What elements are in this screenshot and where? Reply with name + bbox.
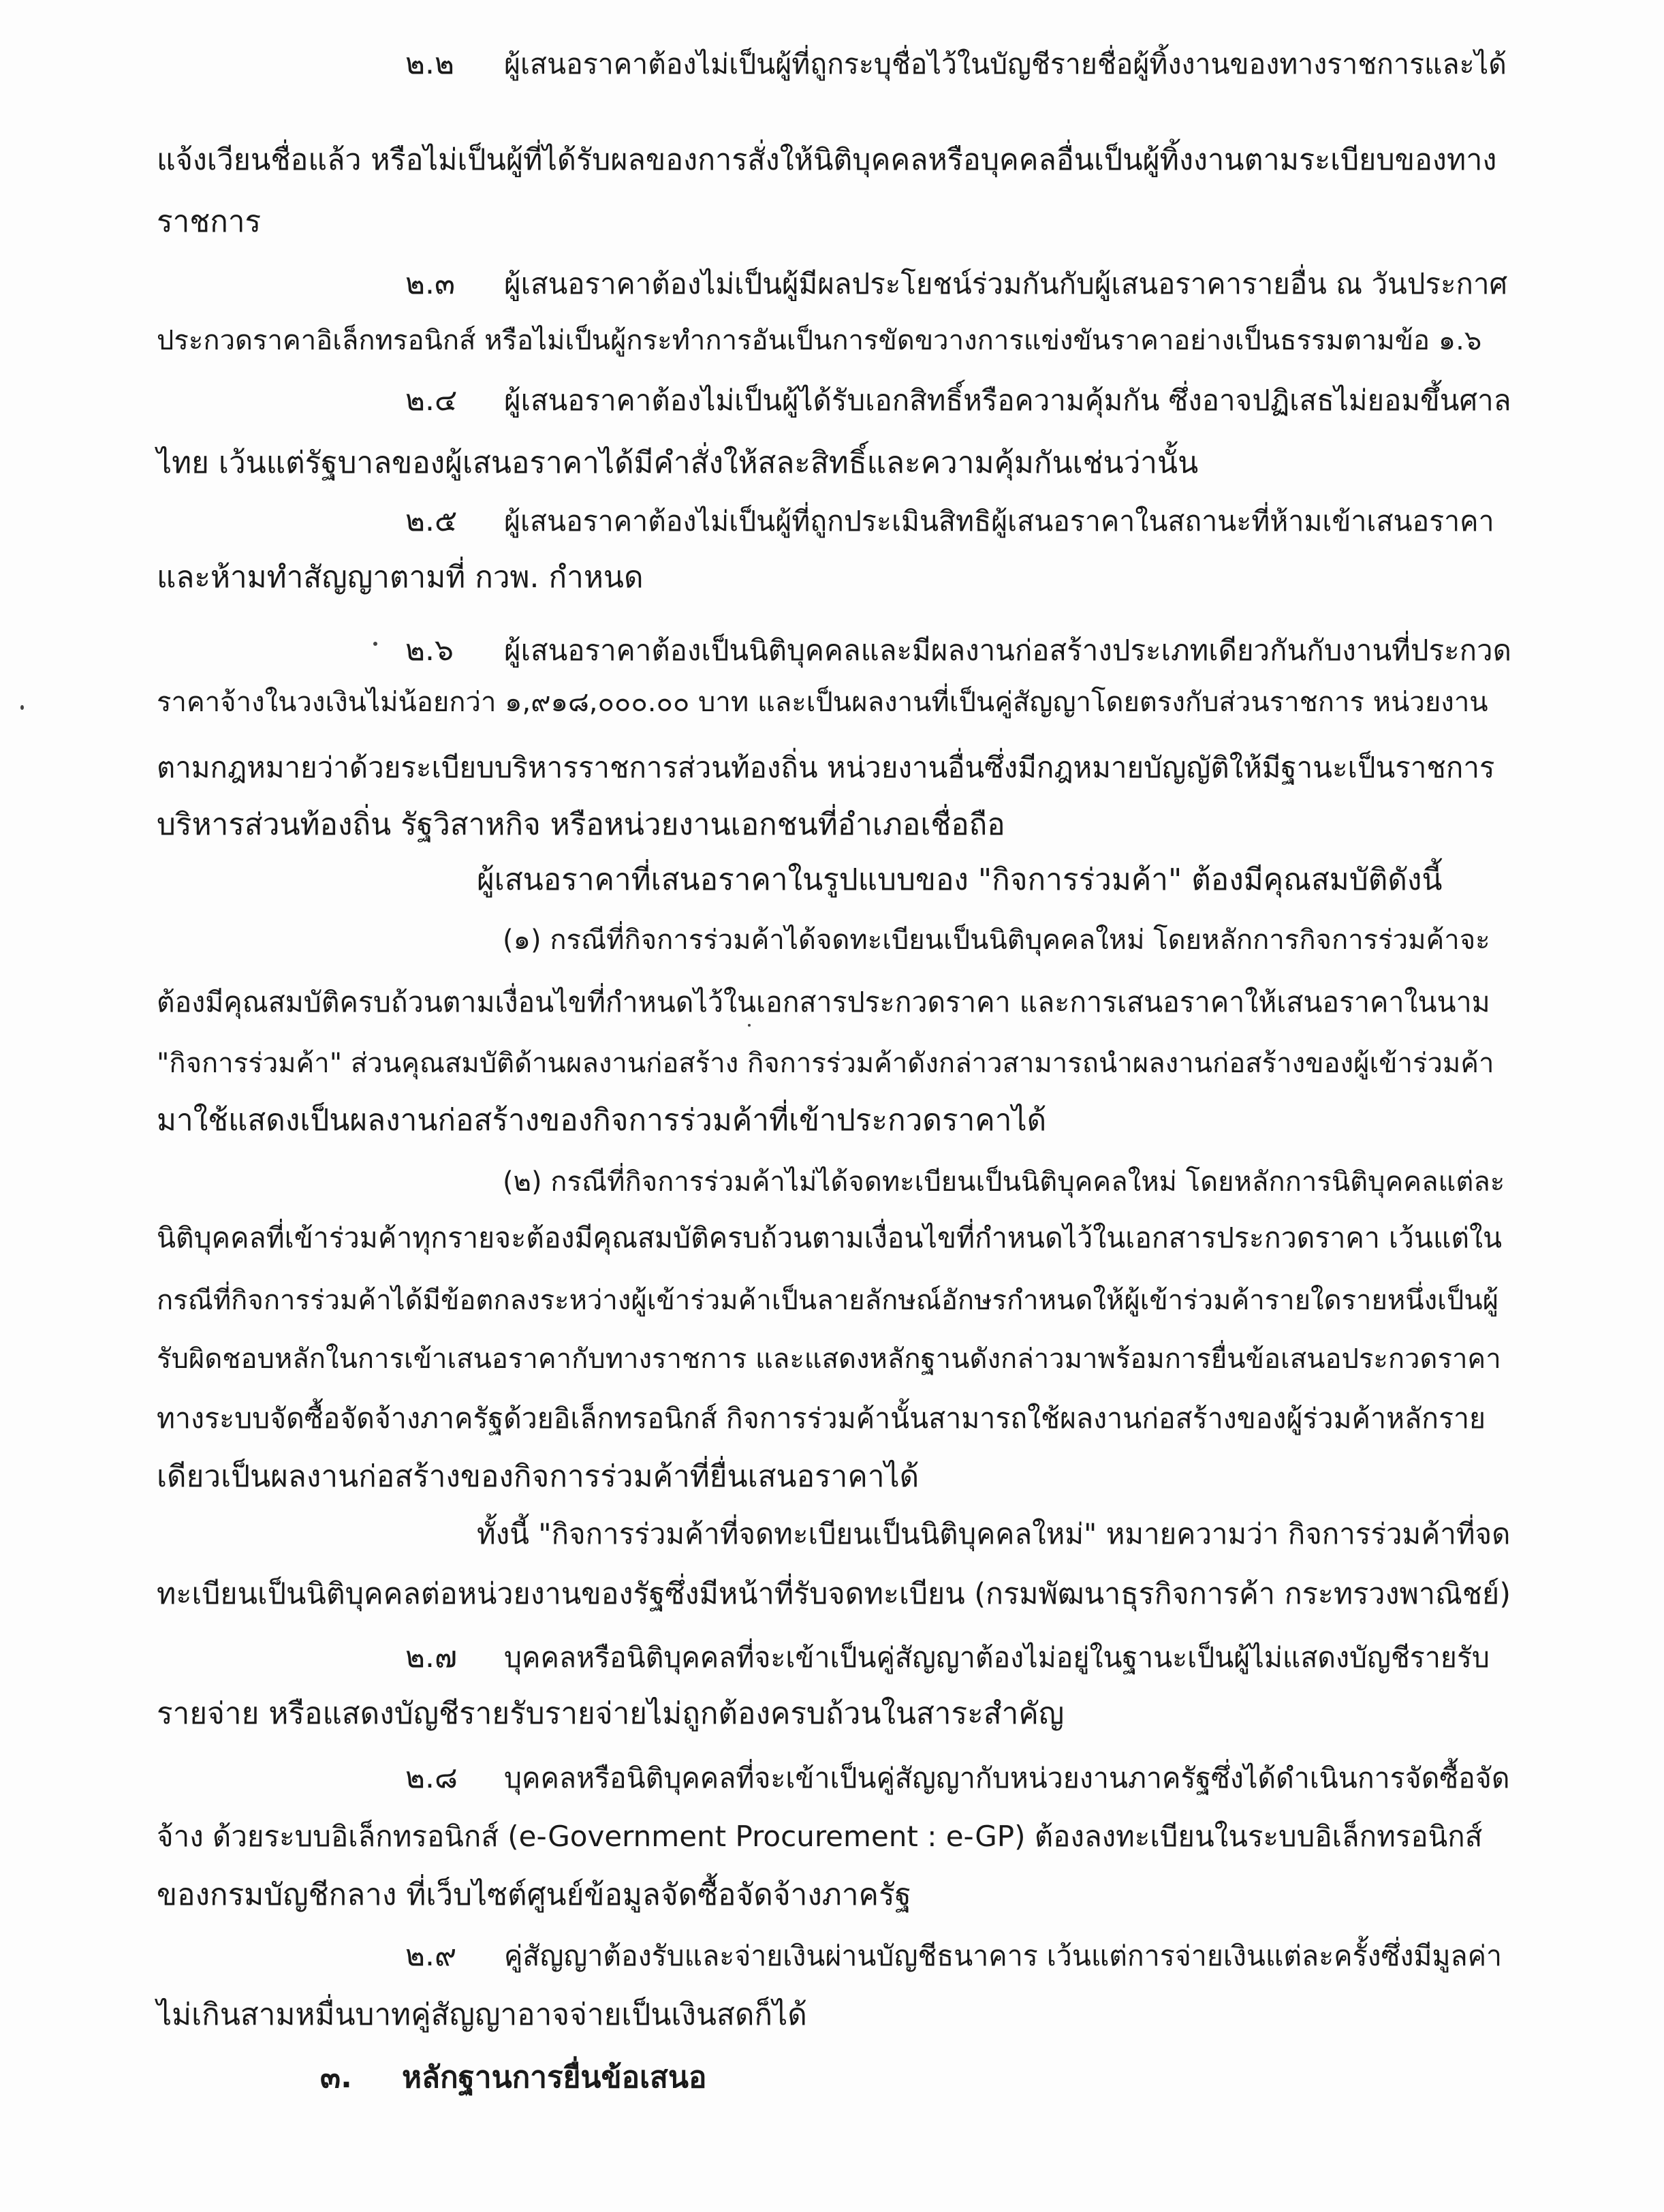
clause-text: คู่สัญญาต้องรับและจ่ายเงินผ่านบัญชีธนาคาร เว้นแต่การจ่ายเงินแต่ละครั้งซึ่งมีมูลค่า: [504, 1940, 1503, 1972]
jv-case-2-text: กรณีที่กิจการร่วมค้าได้มีข้อตกลงระหว่างผู้เข้าร่วมค้าเป็นลายลักษณ์อักษรกำหนดให้ผู้เข้าร่วมค้ารายใดรายหนึ่งเป็นผู้: [157, 1285, 1499, 1316]
jv-case-1-text: ต้องมีคุณสมบัติครบถ้วนตามเงื่อนไขที่กำหนดไว้ในเอกสารประกวดราคา และการเสนอราคาให้เสนอราคาในนาม: [157, 986, 1490, 1018]
clause-text: ราคาจ้างในวงเงินไม่น้อยกว่า ๑,๙๑๘,๐๐๐.๐๐ บาท และเป็นผลงานที่เป็นคู่สัญญาโดยตรงกับส่วนราชการ หน่วยงาน: [157, 687, 1488, 718]
clause-number: ๒.๔: [405, 383, 458, 418]
clause-text: ประกวดราคาอิเล็กทรอนิกส์ หรือไม่เป็นผู้กระทำการอันเป็นการขัดขวางการแข่งขันราคาอย่างเป็นธรรมตามข้อ ๑.๖: [157, 325, 1482, 356]
clause-text: จ้าง ด้วยระบบอิเล็กทรอนิกส์ (e-Government Procurement : e-GP) ต้องลงทะเบียนในระบบอิเล็กทรอนิกส์: [157, 1820, 1483, 1853]
jv-case-2-text: ทางระบบจัดซื้อจัดจ้างภาครัฐด้วยอิเล็กทรอนิกส์ กิจการร่วมค้านั้นสามารถใช้ผลงานก่อสร้างของผู้ร่วมค้าหลักราย: [157, 1402, 1486, 1435]
clause-text: ผู้เสนอราคาต้องไม่เป็นผู้ได้รับเอกสิทธิ์หรือความคุ้มกัน ซึ่งอาจปฏิเสธไม่ยอมขึ้นศาล: [504, 384, 1511, 417]
clause-text: ผู้เสนอราคาต้องไม่เป็นผู้ที่ถูกระบุชื่อไว้ในบัญชีรายชื่อผู้ทิ้งงานของทางราชการและได้: [504, 48, 1507, 80]
jv-case-2-text: เดียวเป็นผลงานก่อสร้างของกิจการร่วมค้าที่ยื่นเสนอราคาได้: [157, 1459, 920, 1494]
clause-number: ๒.๓: [405, 266, 456, 301]
clause-text: ไม่เกินสามหมื่นบาทคู่สัญญาอาจจ่ายเป็นเงินสดก็ได้: [157, 1997, 807, 2032]
jv-case-2-text: นิติบุคคลที่เข้าร่วมค้าทุกรายจะต้องมีคุณสมบัติครบถ้วนตามเงื่อนไขที่กำหนดไว้ในเอกสารประกวดราคา เว้นแต่ใน: [157, 1221, 1503, 1254]
scan-speck: [20, 705, 24, 710]
clause-number: ๒.๖: [405, 633, 454, 668]
jv-case-1-text: "กิจการร่วมค้า" ส่วนคุณสมบัติด้านผลงานก่อสร้าง กิจการร่วมค้าดังกล่าวสามารถนำผลงานก่อสร้างของผู้เข้าร่วมค้า: [157, 1048, 1494, 1079]
clause-number: ๒.๕: [405, 503, 458, 538]
clause-text: แจ้งเวียนชื่อแล้ว หรือไม่เป็นผู้ที่ได้รับผลของการสั่งให้นิติบุคคลหรือบุคคลอื่นเป็นผู้ทิ้งงานตามระเบียบของทาง: [157, 143, 1497, 177]
scan-speck: [373, 642, 377, 646]
clause-text: ตามกฎหมายว่าด้วยระเบียบบริหารราชการส่วนท้องถิ่น หน่วยงานอื่นซึ่งมีกฎหมายบัญญัติให้มีฐานะเป็นราชการ: [157, 751, 1495, 784]
clause-text: และห้ามทำสัญญาตามที่ กวพ. กำหนด: [157, 560, 644, 595]
clause-text: บุคคลหรือนิติบุคคลที่จะเข้าเป็นคู่สัญญากับหน่วยงานภาครัฐซึ่งได้ดำเนินการจัดซื้อจัด: [504, 1762, 1510, 1794]
jv-definition-text: ทะเบียนเป็นนิติบุคคลต่อหน่วยงานของรัฐซึ่งมีหน้าที่รับจดทะเบียน (กรมพัฒนาธุรกิจการค้า กระทรวงพาณิชย์): [157, 1577, 1511, 1611]
scan-speck: [748, 1024, 751, 1027]
clause-text: บุคคลหรือนิติบุคคลที่จะเข้าเป็นคู่สัญญาต้องไม่อยู่ในฐานะเป็นผู้ไม่แสดงบัญชีรายรับ: [504, 1641, 1490, 1674]
jv-case-2: (๒) กรณีที่กิจการร่วมค้าไม่ได้จดทะเบียนเป็นนิติบุคคลใหม่ โดยหลักการนิติบุคคลแต่ละ: [503, 1166, 1505, 1198]
section-heading: หลักฐานการยื่นข้อเสนอ: [402, 2060, 707, 2095]
clause-text: ผู้เสนอราคาต้องเป็นนิติบุคคลและมีผลงานก่อสร้างประเภทเดียวกันกับงานที่ประกวด: [504, 634, 1511, 667]
jv-definition: ทั้งนี้ "กิจการร่วมค้าที่จดทะเบียนเป็นนิติบุคคลใหม่" หมายความว่า กิจการร่วมค้าที่จด: [477, 1517, 1511, 1551]
jv-case-2-text: รับผิดชอบหลักในการเข้าเสนอราคากับทางราชการ และแสดงหลักฐานดังกล่าวมาพร้อมการยื่นข้อเสนอประกวดราคา: [157, 1343, 1501, 1375]
clause-text: ของกรมบัญชีกลาง ที่เว็บไซต์ศูนย์ข้อมูลจัดซื้อจัดจ้างภาครัฐ: [157, 1878, 911, 1912]
jv-intro: ผู้เสนอราคาที่เสนอราคาในรูปแบบของ "กิจการร่วมค้า" ต้องมีคุณสมบัติดังนี้: [477, 862, 1443, 897]
clause-text: บริหารส่วนท้องถิ่น รัฐวิสาหกิจ หรือหน่วยงานเอกชนที่อำเภอเชื่อถือ: [157, 807, 1005, 842]
clause-number: ๒.๗: [405, 1640, 458, 1674]
clause-number: ๒.๒: [405, 46, 454, 81]
clause-text: รายจ่าย หรือแสดงบัญชีรายรับรายจ่ายไม่ถูกต้องครบถ้วนในสาระสำคัญ: [157, 1696, 1065, 1731]
clause-text: ราชการ: [157, 204, 262, 239]
clause-text: ไทย เว้นแต่รัฐบาลของผู้เสนอราคาได้มีคำสั่งให้สละสิทธิ์และความคุ้มกันเช่นว่านั้น: [157, 446, 1199, 480]
clause-number: ๒.๙: [405, 1938, 457, 1973]
jv-case-1-text: มาใช้แสดงเป็นผลงานก่อสร้างของกิจการร่วมค้าที่เข้าประกวดราคาได้: [157, 1103, 1047, 1138]
clause-text: ผู้เสนอราคาต้องไม่เป็นผู้มีผลประโยชน์ร่วมกันกับผู้เสนอราคารายอื่น ณ วันประกาศ: [504, 267, 1508, 300]
section-number: ๓.: [320, 2060, 352, 2095]
jv-case-1: (๑) กรณีที่กิจการร่วมค้าได้จดทะเบียนเป็นนิติบุคคลใหม่ โดยหลักการกิจการร่วมค้าจะ: [503, 924, 1490, 956]
clause-number: ๒.๘: [405, 1760, 458, 1795]
clause-text: ผู้เสนอราคาต้องไม่เป็นผู้ที่ถูกประเมินสิทธิผู้เสนอราคาในสถานะที่ห้ามเข้าเสนอราคา: [504, 505, 1494, 538]
